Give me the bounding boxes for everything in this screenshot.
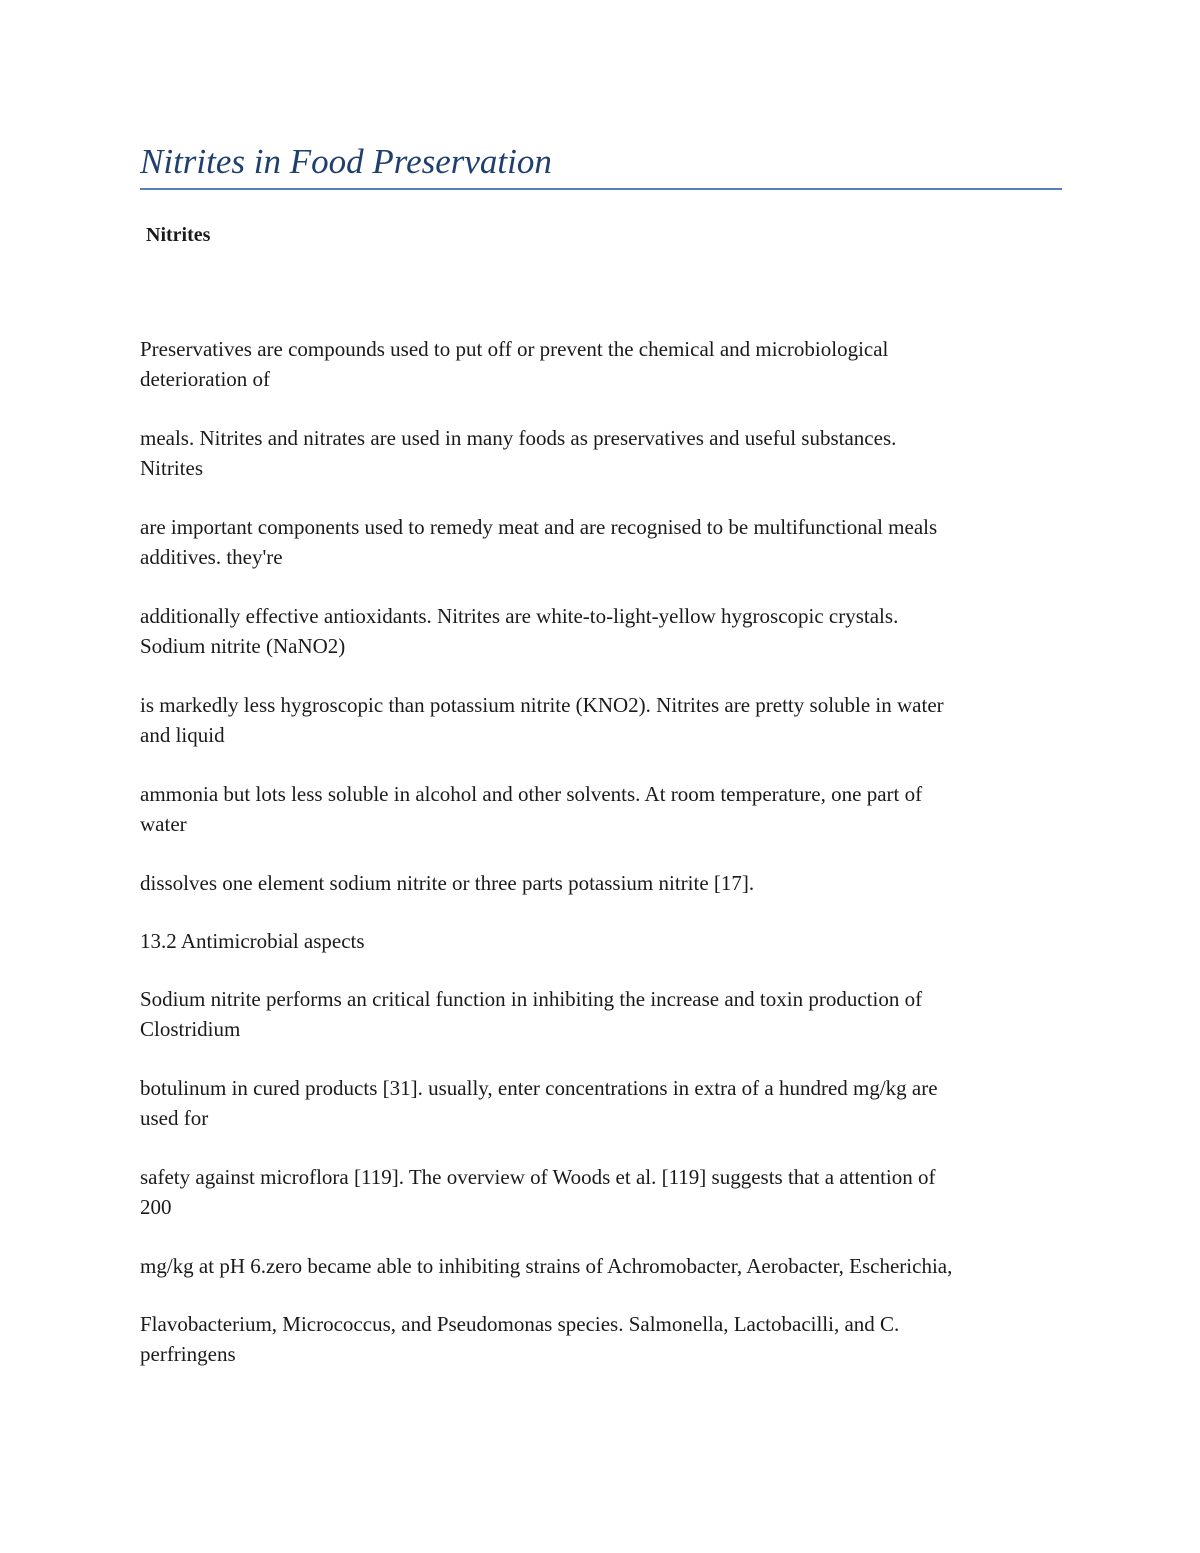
paragraph-line: Sodium nitrite performs an critical function in inhibiting the increase and toxin production of bbox=[140, 987, 923, 1011]
paragraph-line: ammonia but lots less soluble in alcohol and other solvents. At room temperature, one part of bbox=[140, 782, 923, 806]
paragraph-6 bbox=[140, 779, 1062, 839]
paragraph-line: dissolves one element sodium nitrite or three parts potassium nitrite [17]. bbox=[140, 871, 755, 895]
paragraph-line: Preservatives are compounds used to put off or prevent the chemical and microbiological bbox=[140, 337, 889, 361]
paragraph-4 bbox=[140, 601, 1062, 661]
paragraph-line: used for bbox=[140, 1106, 209, 1130]
paragraph-line: mg/kg at pH 6.zero became able to inhibiting strains of Achromobacter, Aerobacter, Escherichia, bbox=[140, 1254, 953, 1278]
paragraph-line: botulinum in cured products [31]. usually, enter concentrations in extra of a hundred mg/kg are bbox=[140, 1076, 938, 1100]
paragraph-line: Sodium nitrite (NaNO2) bbox=[140, 634, 346, 658]
paragraph-12 bbox=[140, 1309, 1062, 1369]
paragraph-9 bbox=[140, 1073, 1062, 1133]
paragraph-line: Clostridium bbox=[140, 1017, 241, 1041]
paragraph-10 bbox=[140, 1162, 1062, 1222]
paragraph-line: meals. Nitrites and nitrates are used in many foods as preservatives and useful substances. bbox=[140, 426, 897, 450]
paragraph-line: perfringens bbox=[140, 1342, 236, 1366]
paragraph-line: are important components used to remedy meat and are recognised to be multifunctional meals bbox=[140, 515, 938, 539]
paragraph-8 bbox=[140, 984, 1062, 1044]
paragraph-2 bbox=[140, 423, 1062, 483]
paragraph-line: additives. they're bbox=[140, 545, 283, 569]
section-heading: Nitrites bbox=[146, 224, 211, 246]
title-underline bbox=[140, 188, 1062, 190]
paragraph-line: is markedly less hygroscopic than potassium nitrite (KNO2). Nitrites are pretty soluble in water bbox=[140, 693, 944, 717]
paragraph-line: Nitrites bbox=[140, 456, 203, 480]
paragraph-1 bbox=[140, 334, 1062, 394]
paragraph-line: Flavobacterium, Micrococcus, and Pseudomonas species. Salmonella, Lactobacilli, and C. bbox=[140, 1312, 900, 1336]
paragraph-line: additionally effective antioxidants. Nitrites are white-to-light-yellow hygroscopic crystals. bbox=[140, 604, 899, 628]
subsection-heading bbox=[140, 926, 1062, 956]
paragraph-line: and liquid bbox=[140, 723, 225, 747]
paragraph-line: 200 bbox=[140, 1195, 172, 1219]
paragraph-line: 13.2 Antimicrobial aspects bbox=[140, 929, 365, 953]
paragraph-7 bbox=[140, 868, 1062, 898]
paragraph-line: deterioration of bbox=[140, 367, 271, 391]
paragraph-3 bbox=[140, 512, 1062, 572]
paragraph-line: safety against microflora [119]. The overview of Woods et al. [119] suggests that a attention of bbox=[140, 1165, 936, 1189]
document-title: Nitrites in Food Preservation bbox=[140, 142, 552, 181]
paragraph-line: water bbox=[140, 812, 187, 836]
paragraph-5 bbox=[140, 690, 1062, 750]
paragraph-11 bbox=[140, 1251, 1062, 1281]
